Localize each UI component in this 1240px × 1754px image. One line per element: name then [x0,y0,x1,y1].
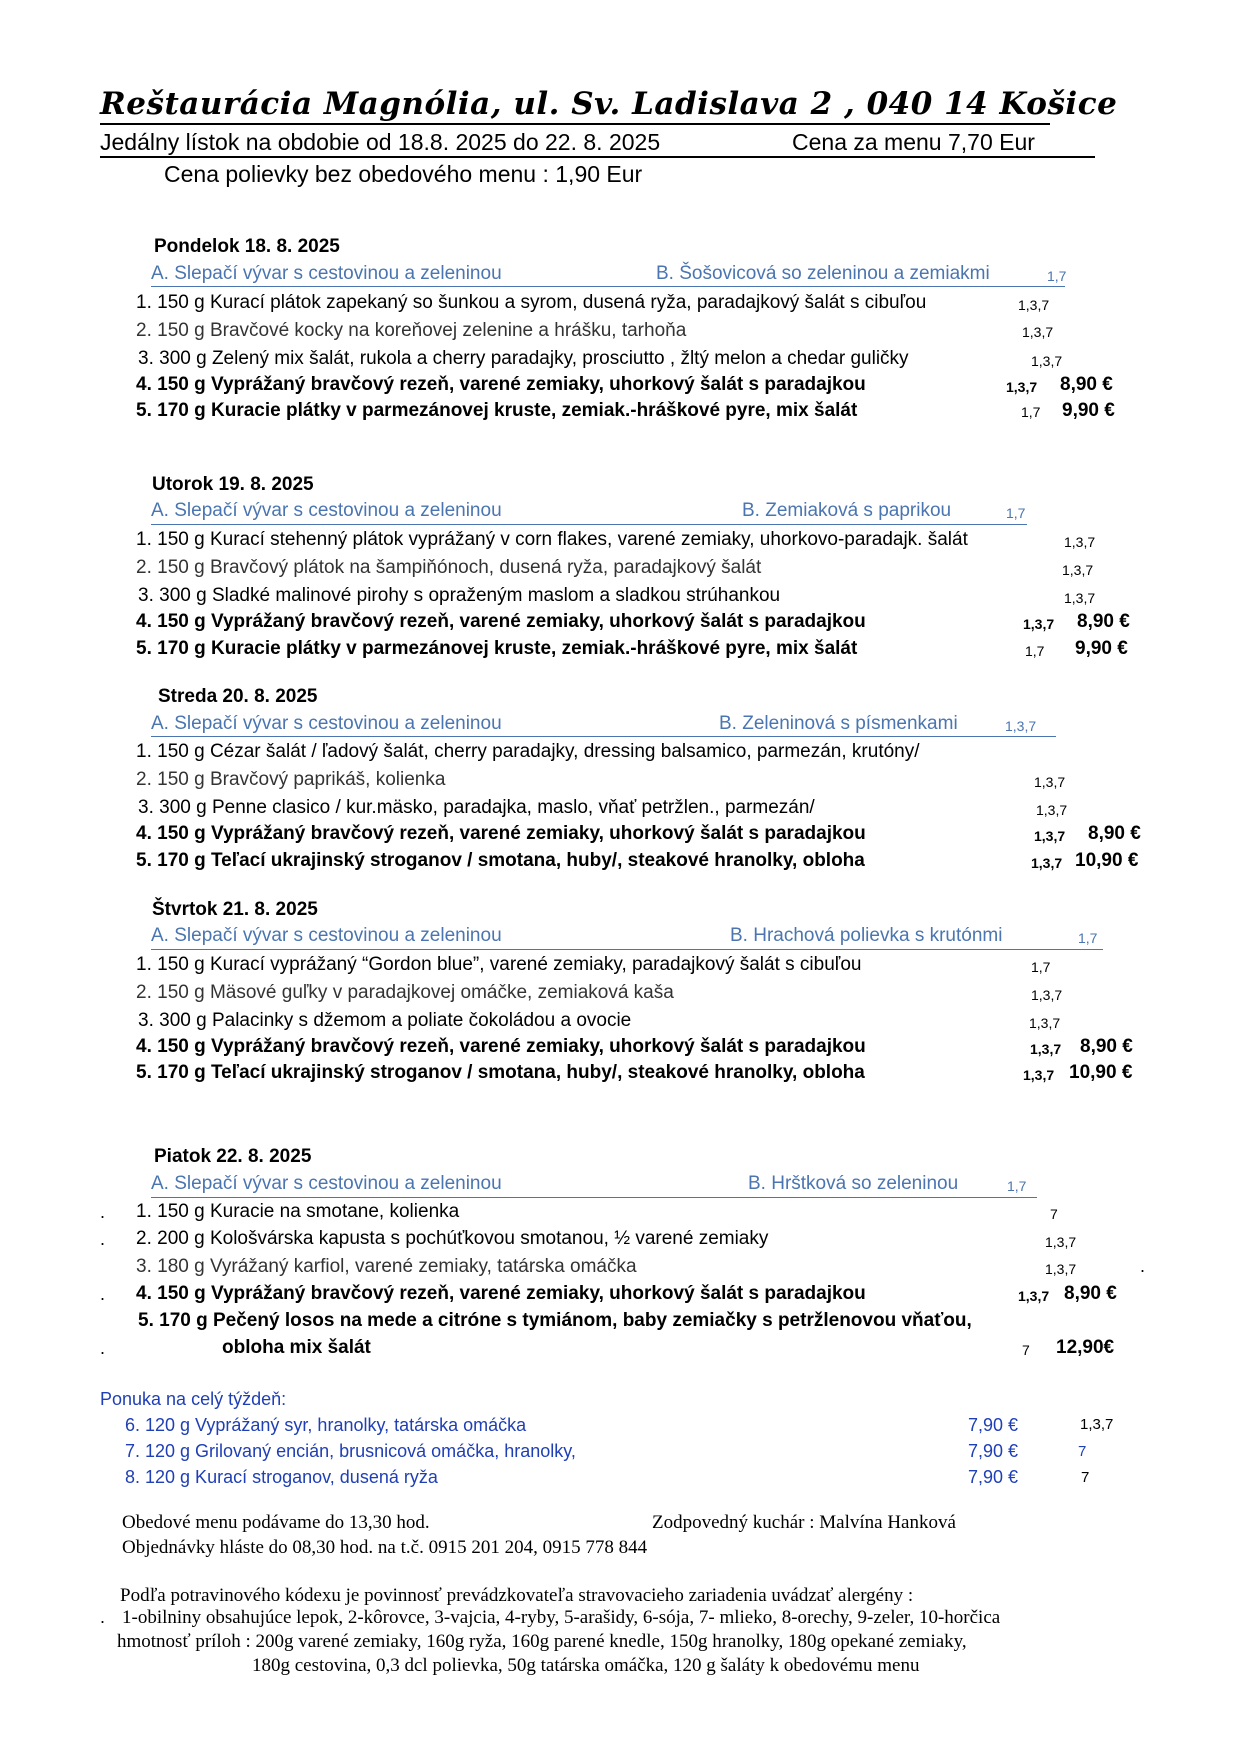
dish-price: 8,90 € [1064,1283,1117,1304]
day-heading: Streda 20. 8. 2025 [158,686,318,707]
dish-price: 8,90 € [1088,823,1141,844]
dish-item: 4. 150 g Vyprážaný bravčový rezeň, varené zemiaky, uhorkový šalát s paradajkou [136,374,866,395]
dish-allergens: 1,3,7 [1030,1041,1062,1057]
chef-name: Zodpovedný kuchár : Malvína Hanková [652,1512,956,1533]
margin-dot: . [100,1284,106,1304]
weekly-price: 7,90 € [968,1415,1019,1435]
dish-item: 2. 200 g Kološvárska kapusta s pochúťkovou smotanou, ½ varené zemiaky [136,1228,769,1249]
order-info: Objednávky hláste do 08,30 hod. na t.č. 0915 201 204, 0915 778 844 [122,1537,648,1558]
menu-period: Jedálny lístok na obdobie od 18.8. 2025 do 22. 8. 2025 [100,129,661,155]
soup-allergens: 1,7 [1078,930,1098,946]
dish-price: 9,90 € [1075,638,1128,659]
day-heading: Utorok 19. 8. 2025 [152,474,314,495]
dish-price: 8,90 € [1080,1036,1133,1057]
dish-item: 2. 150 g Bravčové kocky na koreňovej zelenine a hrášku, tarhoňa [136,320,687,341]
dish-item: 4. 150 g Vyprážaný bravčový rezeň, varené zemiaky, uhorkový šalát s paradajkou [136,1036,866,1057]
dish-allergens: 1,7 [1031,959,1051,975]
dish-item: 5. 170 g Teľací ukrajinský stroganov / smotana, huby/, steakové hranolky, obloha [136,850,865,871]
margin-dot: . [100,1229,106,1249]
margin-dot: . [100,1338,106,1358]
dish-allergens: 1,3,7 [1023,1067,1055,1083]
dish-allergens: 1,3,7 [1022,324,1054,340]
soup-allergens: 1,7 [1047,268,1067,284]
soup-b: B. Zeleninová s písmenkami [719,713,958,734]
dish-allergens: 1,7 [1025,643,1045,659]
soup-a: A. Slepačí vývar s cestovinou a zeleninou [151,925,502,946]
dish-price: 9,90 € [1062,400,1115,421]
weekly-price: 7,90 € [968,1441,1019,1461]
dish-item: 5. 170 g Teľací ukrajinský stroganov / smotana, huby/, steakové hranolky, obloha [136,1062,865,1083]
side-weights: 180g cestovina, 0,3 dcl polievka, 50g tatárska omáčka, 120 g šaláty k obedovému menu [252,1655,920,1676]
dish-price: 10,90 € [1075,850,1139,871]
dish-allergens: 1,3,7 [1064,590,1096,606]
weekly-allergens: 7 [1081,1469,1090,1486]
margin-dot: . [1140,1256,1146,1276]
dish-item: obloha mix šalát [222,1337,371,1358]
soup-b: B. Šošovicová so zeleninou a zemiakmi [656,263,990,284]
dish-allergens: 1,3,7 [1031,353,1063,369]
dish-allergens: 1,7 [1021,404,1041,420]
weekly-allergens: 1,3,7 [1080,1416,1114,1433]
dish-allergens: 1,3,7 [1018,1288,1050,1304]
dish-item: 1. 150 g Kurací stehenný plátok vyprážaný v corn flakes, varené zemiaky, uhorkovo-paradajk. šalát [136,529,968,550]
soup-underline [151,949,1103,950]
dish-allergens: 7 [1050,1206,1058,1222]
period-underline [100,156,1095,158]
dish-allergens: 1,3,7 [1045,1261,1077,1277]
dish-item: 3. 300 g Sladké malinové pirohy s opraženým maslom a sladkou strúhankou [138,585,781,606]
margin-dot: . [100,1607,106,1627]
dish-item: 1. 150 g Kurací vyprážaný “Gordon blue”, varené zemiaky, paradajkový šalát s cibuľou [136,954,862,975]
soup-a: A. Slepačí vývar s cestovinou a zeleninou [151,500,502,521]
dish-item: 1. 150 g Cézar šalát / ľadový šalát, cherry paradajky, dressing balsamico, parmezán, krutóny/ [136,741,920,762]
soup-a: A. Slepačí vývar s cestovinou a zeleninou [151,1173,502,1194]
weekly-allergens: 7 [1078,1443,1087,1460]
dish-allergens: 1,3,7 [1023,616,1055,632]
weekly-price: 7,90 € [968,1467,1019,1487]
dish-price: 8,90 € [1077,611,1130,632]
soup-b: B. Hrachová polievka s krutónmi [730,925,1003,946]
day-heading: Štvrtok 21. 8. 2025 [152,899,318,920]
dish-allergens: 1,3,7 [1062,562,1094,578]
dish-allergens: 1,3,7 [1029,1015,1061,1031]
dish-allergens: 1,3,7 [1031,855,1063,871]
soup-underline [151,524,1027,525]
soup-allergens: 1,3,7 [1005,718,1037,734]
soup-allergens: 1,7 [1007,1178,1027,1194]
dish-allergens: 1,3,7 [1006,379,1038,395]
side-weights: hmotnosť príloh : 200g varené zemiaky, 160g ryža, 160g parené knedle, 150g hranolky, 180g opekané zemiaky, [117,1631,967,1652]
day-heading: Pondelok 18. 8. 2025 [154,236,340,257]
restaurant-title: Reštaurácia Magnólia, ul. Sv. Ladislava 2 , 040 14 Košice [100,86,1118,122]
weekly-item: 6. 120 g Vyprážaný syr, hranolky, tatárska omáčka [125,1415,527,1435]
weekly-heading: Ponuka na celý týždeň: [100,1389,287,1409]
dish-item: 2. 150 g Bravčový plátok na šampiňónoch, dusená ryža, paradajkový šalát [136,557,762,578]
dish-price: 12,90€ [1056,1337,1115,1358]
dish-item: 4. 150 g Vyprážaný bravčový rezeň, varené zemiaky, uhorkový šalát s paradajkou [136,611,866,632]
dish-item: 1. 150 g Kuracie na smotane, kolienka [136,1201,460,1222]
dish-allergens: 1,3,7 [1018,297,1050,313]
dish-item: 1. 150 g Kurací plátok zapekaný so šunkou a syrom, dusená ryža, paradajkový šalát s cibuľou [136,292,927,313]
dish-item: 5. 170 g Kuracie plátky v parmezánovej kruste, zemiak.-hráškové pyre, mix šalát [136,638,858,659]
dish-item: 3. 300 g Penne clasico / kur.mäsko, paradajka, maslo, vňať petržlen., parmezán/ [138,797,815,818]
dish-price: 8,90 € [1060,374,1113,395]
soup-allergens: 1,7 [1006,505,1026,521]
day-heading: Piatok 22. 8. 2025 [154,1146,312,1167]
title-underline [100,123,1050,125]
soup-a: A. Slepačí vývar s cestovinou a zeleninou [151,713,502,734]
dish-item: 2. 150 g Bravčový paprikáš, kolienka [136,769,446,790]
dish-item: 4. 150 g Vyprážaný bravčový rezeň, varené zemiaky, uhorkový šalát s paradajkou [136,1283,866,1304]
allergen-list: 1-obilniny obsahujúce lepok, 2-kôrovce, 3-vajcia, 4-ryby, 5-arašidy, 6-sója, 7- mlieko, 8-orechy, 9-zeler, 10-horčica [122,1607,1001,1628]
soup-underline [151,286,1065,287]
allergen-law: Podľa potravinového kódexu je povinnosť prevádzkovateľa stravovacieho zariadenia uvádzať alergény : [120,1585,914,1606]
margin-dot: . [100,1202,106,1222]
weekly-item: 7. 120 g Grilovaný encián, brusnicová omáčka, hranolky, [125,1441,576,1461]
dish-item: 5. 170 g Pečený losos na mede a citróne s tymiánom, baby zemiačky s petržlenovou vňaťou, [138,1310,972,1331]
dish-item: 3. 300 g Palacinky s džemom a poliate čokoládou a ovocie [138,1010,632,1031]
dish-item: 5. 170 g Kuracie plátky v parmezánovej kruste, zemiak.-hráškové pyre, mix šalát [136,400,858,421]
dish-price: 10,90 € [1069,1062,1133,1083]
dish-allergens: 1,3,7 [1045,1234,1077,1250]
dish-allergens: 1,3,7 [1036,802,1068,818]
dish-item: 3. 300 g Zelený mix šalát, rukola a cherry paradajky, prosciutto , žltý melon a chedar guličky [138,348,909,369]
dish-allergens: 1,3,7 [1034,774,1066,790]
dish-item: 2. 150 g Mäsové guľky v paradajkovej omáčke, zemiaková kaša [136,982,674,1003]
dish-allergens: 7 [1022,1342,1030,1358]
soup-b: B. Zemiaková s paprikou [742,500,952,521]
soup-underline [151,1197,1037,1198]
soup-a: A. Slepačí vývar s cestovinou a zeleninou [151,263,502,284]
serving-time: Obedové menu podávame do 13,30 hod. [122,1512,430,1533]
soup-price: Cena polievky bez obedového menu : 1,90 Eur [164,161,643,187]
soup-underline [151,736,1056,737]
soup-b: B. Hrštková so zeleninou [748,1173,959,1194]
dish-allergens: 1,3,7 [1031,987,1063,1003]
menu-price: Cena za menu 7,70 Eur [792,129,1035,155]
dish-item: 3. 180 g Vyrážaný karfiol, varené zemiaky, tatárska omáčka [136,1256,637,1277]
dish-allergens: 1,3,7 [1064,534,1096,550]
dish-allergens: 1,3,7 [1034,828,1066,844]
weekly-item: 8. 120 g Kurací stroganov, dusená ryža [125,1467,438,1487]
dish-item: 4. 150 g Vyprážaný bravčový rezeň, varené zemiaky, uhorkový šalát s paradajkou [136,823,866,844]
